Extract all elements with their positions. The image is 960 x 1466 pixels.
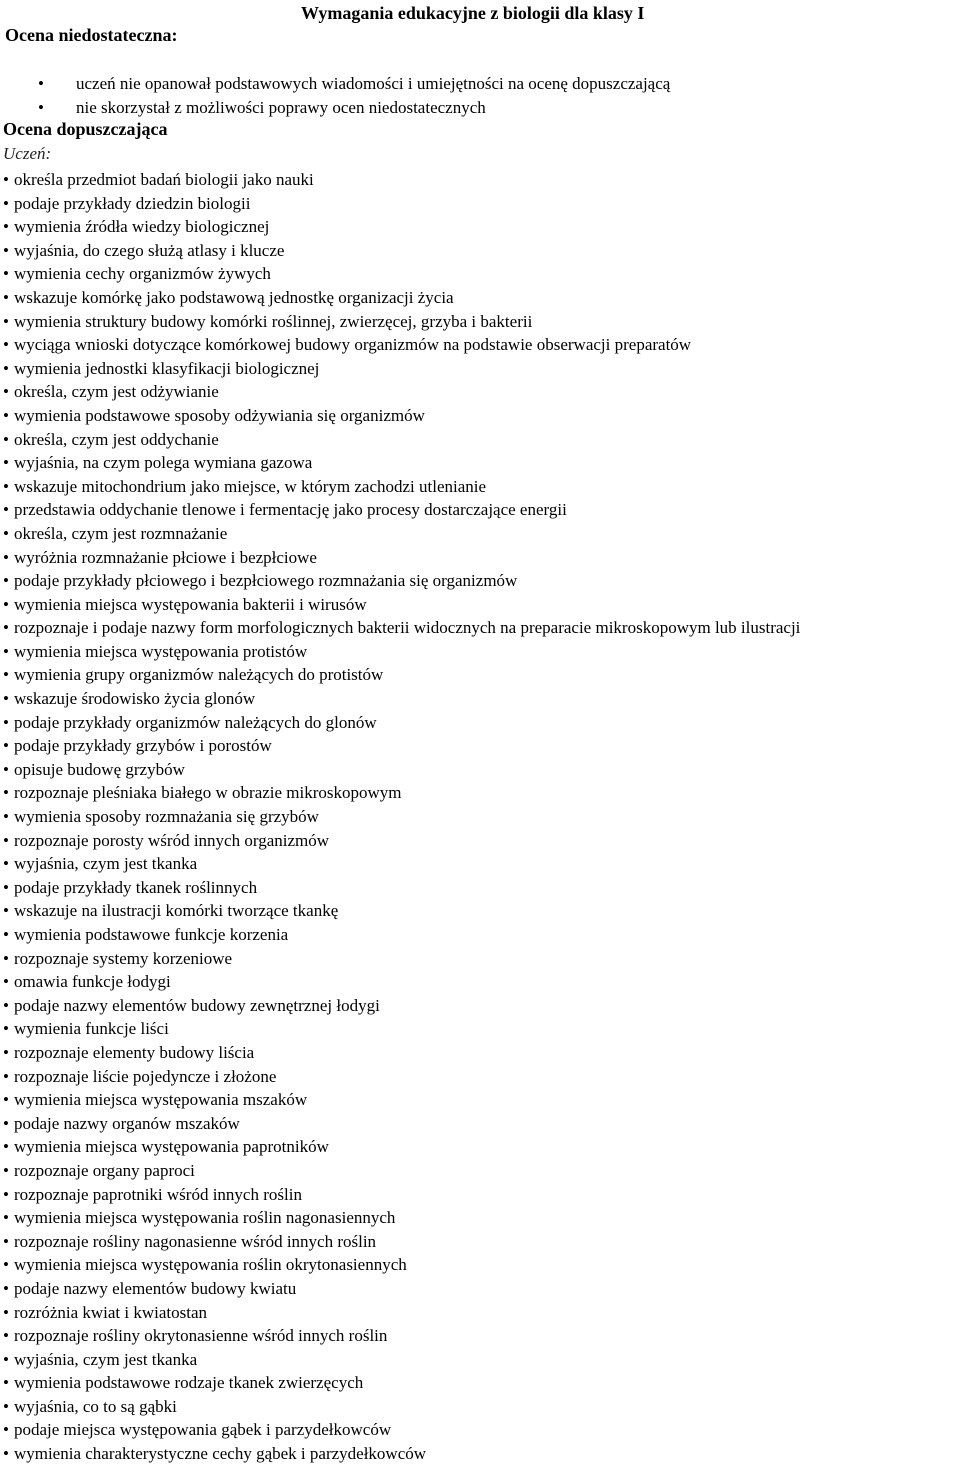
bullet-icon: • <box>3 1066 9 1086</box>
bullet-icon: • <box>3 1420 9 1440</box>
requirement-text: wskazuje na ilustracji komórki tworzące tkankę <box>13 901 339 921</box>
requirement-item <box>0 1348 800 1372</box>
requirement-text: wyjaśnia, do czego służą atlasy i klucze <box>13 240 285 260</box>
grade-heading-pass: Ocena dopuszczająca <box>3 119 168 139</box>
bullet-icon: • <box>3 1349 9 1369</box>
bullet-icon: • <box>3 1113 9 1133</box>
requirement-item <box>0 640 800 664</box>
requirement-item <box>0 852 800 876</box>
requirement-item <box>0 1088 800 1112</box>
requirement-item <box>0 168 800 192</box>
requirement-text: podaje miejsca występowania gąbek i parzydełkowców <box>13 1420 392 1440</box>
requirement-text: wymienia miejsca występowania bakterii i wirusów <box>13 594 367 614</box>
bullet-icon: • <box>3 429 9 449</box>
requirement-item <box>0 1112 800 1136</box>
requirement-text: wymienia sposoby rozmnażania się grzybów <box>13 807 319 827</box>
bullet-icon: • <box>3 311 9 331</box>
bullet-icon: • <box>3 1278 9 1298</box>
requirement-text: podaje przykłady dziedzin biologii <box>13 193 251 213</box>
requirement-item <box>0 1065 800 1089</box>
requirement-item <box>0 1301 800 1325</box>
requirement-item <box>0 310 800 334</box>
requirement-text: rozpoznaje systemy korzeniowe <box>13 948 233 968</box>
requirement-item <box>0 758 800 782</box>
bullet-icon: • <box>3 925 9 944</box>
requirement-text: rozpoznaje i podaje nazwy form morfologicznych bakterii widocznych na preparacie mikroskopowym lub ilustracji <box>13 618 801 638</box>
requirement-text: wymienia podstawowe funkcje korzenia <box>13 925 289 944</box>
bullet-icon: • <box>3 335 9 355</box>
requirement-text: rozpoznaje elementy budowy liścia <box>13 1042 255 1062</box>
requirement-item <box>0 1041 800 1065</box>
requirement-item <box>0 1253 800 1277</box>
grade-heading-fail: Ocena niedostateczna: <box>5 25 178 45</box>
fail-criteria-text: uczeń nie opanował podstawowych wiadomości i umiejętności na ocenę dopuszczającą <box>76 74 671 93</box>
requirement-text: podaje przykłady grzybów i porostów <box>13 736 272 756</box>
bullet-icon: • <box>3 476 9 496</box>
requirement-item <box>0 734 800 758</box>
requirement-item <box>0 711 800 735</box>
requirement-text: podaje nazwy organów mszaków <box>13 1113 240 1133</box>
requirement-item <box>0 498 800 522</box>
requirement-item <box>0 522 800 546</box>
requirement-item <box>0 947 800 971</box>
requirement-text: wymienia funkcje liści <box>13 1019 169 1039</box>
requirement-item <box>0 1135 800 1159</box>
bullet-icon: • <box>3 547 9 567</box>
bullet-icon: • <box>3 948 9 968</box>
bullet-icon: • <box>3 641 9 661</box>
requirement-text: wymienia miejsca występowania mszaków <box>13 1090 308 1110</box>
bullet-icon: • <box>3 689 9 709</box>
bullet-icon: • <box>3 807 9 827</box>
bullet-icon: • <box>3 901 9 921</box>
requirement-item <box>0 593 800 617</box>
requirement-text: omawia funkcje łodygi <box>13 972 171 992</box>
requirement-item <box>0 970 800 994</box>
bullet-icon: • <box>3 1444 9 1464</box>
bullet-icon: • <box>3 1373 9 1393</box>
requirement-item <box>0 286 800 310</box>
requirement-text: wskazuje mitochondrium jako miejsce, w którym zachodzi utlenianie <box>13 476 487 496</box>
requirement-text: wyjaśnia, czym jest tkanka <box>13 1349 198 1369</box>
requirement-text: wyjaśnia, na czym polega wymiana gazowa <box>13 453 313 473</box>
bullet-icon: • <box>3 1184 9 1204</box>
bullet-icon: • <box>3 712 9 732</box>
requirement-item <box>0 357 800 381</box>
requirement-item <box>0 192 800 216</box>
requirement-item <box>0 876 800 900</box>
bullet-icon: • <box>3 972 9 992</box>
requirement-text: rozpoznaje rośliny okrytonasienne wśród innych roślin <box>13 1326 388 1346</box>
requirement-text: rozróżnia kwiat i kwiatostan <box>13 1302 208 1322</box>
requirement-text: wymienia źródła wiedzy biologicznej <box>13 217 270 237</box>
requirement-text: wymienia podstawowe sposoby odżywiania się organizmów <box>13 405 425 425</box>
requirement-item <box>0 1183 800 1207</box>
bullet-icon: • <box>3 877 9 897</box>
requirement-text: wymienia podstawowe rodzaje tkanek zwierzęcych <box>13 1373 364 1393</box>
student-label: Uczeń: <box>3 144 52 163</box>
requirement-text: podaje nazwy elementów budowy kwiatu <box>13 1278 297 1298</box>
bullet-icon: • <box>3 405 9 425</box>
fail-criteria-item <box>0 72 670 96</box>
requirement-text: podaje przykłady organizmów należących do glonów <box>13 712 377 732</box>
requirement-text: wymienia miejsca występowania paprotników <box>13 1137 329 1157</box>
bullet-icon: • <box>3 618 9 638</box>
requirement-text: rozpoznaje rośliny nagonasienne wśród innych roślin <box>13 1231 377 1251</box>
requirement-item <box>0 1395 800 1419</box>
bullet-icon: • <box>3 217 9 237</box>
requirement-item <box>0 262 800 286</box>
requirement-text: wymienia miejsca występowania protistów <box>13 641 308 661</box>
requirement-item <box>0 616 800 640</box>
fail-criteria-item <box>0 96 670 120</box>
requirement-item <box>0 1277 800 1301</box>
requirement-text: rozpoznaje pleśniaka białego w obrazie mikroskopowym <box>13 783 402 803</box>
bullet-icon: • <box>3 1396 9 1416</box>
requirement-item <box>0 899 800 923</box>
document-title: Wymagania edukacyjne z biologii dla klasy I <box>301 3 645 23</box>
requirement-text: podaje przykłady tkanek roślinnych <box>13 877 258 897</box>
bullet-icon: • <box>3 1090 9 1110</box>
bullet-icon: • <box>3 594 9 614</box>
requirement-item <box>0 829 800 853</box>
requirement-text: wymienia cechy organizmów żywych <box>13 264 271 284</box>
bullet-icon: • <box>38 74 44 93</box>
bullet-icon: • <box>3 264 9 284</box>
requirements-list <box>0 168 800 1466</box>
requirement-text: wyjaśnia, co to są gąbki <box>13 1396 177 1416</box>
requirement-item <box>0 404 800 428</box>
bullet-icon: • <box>3 193 9 213</box>
requirement-text: wymienia miejsca występowania roślin okrytonasiennych <box>13 1255 407 1275</box>
requirement-text: wskazuje komórkę jako podstawową jednostkę organizacji życia <box>13 287 454 307</box>
requirement-item <box>0 546 800 570</box>
requirement-item <box>0 380 800 404</box>
requirement-text: określa, czym jest rozmnażanie <box>13 523 228 543</box>
requirement-item <box>0 333 800 357</box>
requirement-text: podaje nazwy elementów budowy zewnętrznej łodygi <box>13 995 380 1015</box>
bullet-icon: • <box>3 1137 9 1157</box>
bullet-icon: • <box>3 1255 9 1275</box>
requirement-text: przedstawia oddychanie tlenowe i fermentację jako procesy dostarczające energii <box>13 500 567 520</box>
bullet-icon: • <box>3 1208 9 1228</box>
requirement-text: wymienia jednostki klasyfikacji biologicznej <box>13 358 320 378</box>
requirement-item <box>0 1017 800 1041</box>
bullet-icon: • <box>3 783 9 803</box>
requirement-text: rozpoznaje porosty wśród innych organizmów <box>13 830 330 850</box>
requirement-text: wymienia charakterystyczne cechy gąbek i parzydełkowców <box>13 1444 427 1464</box>
requirement-item <box>0 1371 800 1395</box>
bullet-icon: • <box>3 240 9 260</box>
bullet-icon: • <box>3 287 9 307</box>
requirement-text: rozpoznaje liście pojedyncze i złożone <box>13 1066 277 1086</box>
requirement-item <box>0 923 800 947</box>
requirement-item <box>0 1418 800 1442</box>
requirement-item <box>0 994 800 1018</box>
requirement-text: określa, czym jest oddychanie <box>13 429 219 449</box>
bullet-icon: • <box>3 453 9 473</box>
bullet-icon: • <box>3 358 9 378</box>
bullet-icon: • <box>3 382 9 402</box>
bullet-icon: • <box>3 736 9 756</box>
bullet-icon: • <box>38 97 44 117</box>
requirement-text: rozpoznaje paprotniki wśród innych roślin <box>13 1184 302 1204</box>
requirement-text: wyjaśnia, czym jest tkanka <box>13 854 198 874</box>
bullet-icon: • <box>3 1326 9 1346</box>
requirement-item <box>0 663 800 687</box>
requirement-text: rozpoznaje organy paproci <box>13 1160 195 1180</box>
bullet-icon: • <box>3 523 9 543</box>
bullet-icon: • <box>3 1231 9 1251</box>
requirement-item <box>0 687 800 711</box>
bullet-icon: • <box>3 995 9 1015</box>
requirement-text: wyciąga wnioski dotyczące komórkowej budowy organizmów na podstawie obserwacji preparatów <box>13 335 692 355</box>
bullet-icon: • <box>3 170 9 189</box>
requirement-item <box>0 1159 800 1183</box>
bullet-icon: • <box>3 1160 9 1180</box>
fail-criteria-text: nie skorzystał z możliwości poprawy ocen niedostatecznych <box>76 97 486 117</box>
requirement-text: wskazuje środowisko życia glonów <box>13 689 256 709</box>
requirement-item <box>0 1230 800 1254</box>
bullet-icon: • <box>3 830 9 850</box>
bullet-icon: • <box>3 1302 9 1322</box>
requirement-text: podaje przykłady płciowego i bezpłciowego rozmnażania się organizmów <box>13 571 518 591</box>
requirement-item <box>0 1206 800 1230</box>
requirement-text: określa, czym jest odżywianie <box>13 382 219 402</box>
bullet-icon: • <box>3 1042 9 1062</box>
requirement-text: wyróżnia rozmnażanie płciowe i bezpłciowe <box>13 547 317 567</box>
bullet-icon: • <box>3 500 9 520</box>
requirement-text: wymienia struktury budowy komórki roślinnej, zwierzęcej, grzyba i bakterii <box>13 311 533 331</box>
requirement-text: wymienia grupy organizmów należących do protistów <box>13 665 384 685</box>
bullet-icon: • <box>3 665 9 685</box>
requirement-item <box>0 451 800 475</box>
requirement-item <box>0 1442 800 1466</box>
requirement-text: opisuje budowę grzybów <box>13 759 185 779</box>
requirement-item <box>0 781 800 805</box>
requirement-item <box>0 215 800 239</box>
fail-criteria-list <box>0 72 670 119</box>
bullet-icon: • <box>3 1019 9 1039</box>
requirement-item <box>0 1324 800 1348</box>
requirement-item <box>0 239 800 263</box>
requirement-text: wymienia miejsca występowania roślin nagonasiennych <box>13 1208 396 1228</box>
bullet-icon: • <box>3 759 9 779</box>
bullet-icon: • <box>3 854 9 874</box>
requirement-item <box>0 428 800 452</box>
bullet-icon: • <box>3 571 9 591</box>
requirement-item <box>0 475 800 499</box>
requirement-text: określa przedmiot badań biologii jako nauki <box>13 170 314 189</box>
requirement-item <box>0 569 800 593</box>
requirement-item <box>0 805 800 829</box>
